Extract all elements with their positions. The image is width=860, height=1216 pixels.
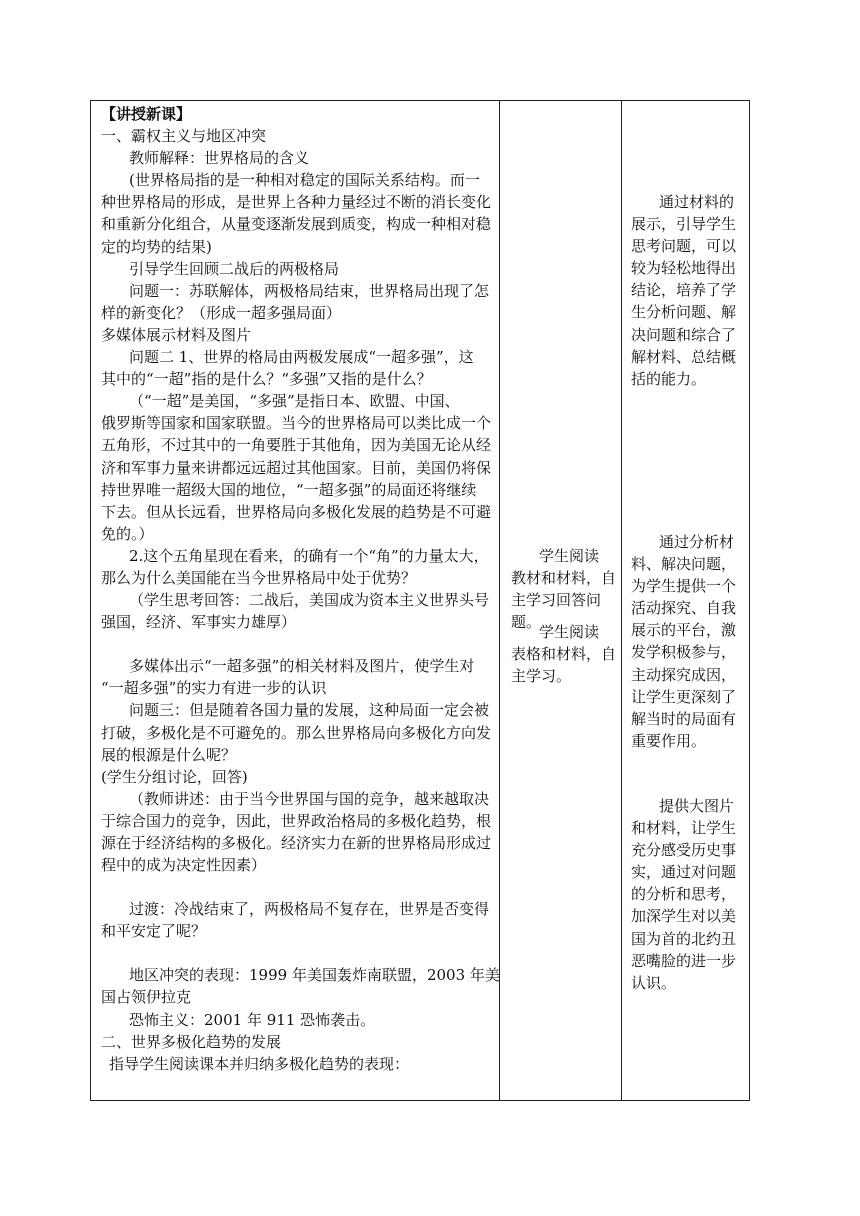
content-line: 问题三：但是随着各国力量的发展，这种局面一定会被 xyxy=(129,701,490,720)
design-intent-block xyxy=(631,191,743,390)
content-line: (世界格局指的是一种相对稳定的国际关系结构。而一 xyxy=(129,171,480,190)
intent-text-line: 加深学生对以美 xyxy=(631,907,737,926)
intent-text-line: 实，通过对问题 xyxy=(631,863,737,882)
content-line: 和平安定了呢？ xyxy=(101,922,207,941)
intent-text-line: 思考问题，可以 xyxy=(631,237,737,256)
intent-text-line: 决问题和综合了 xyxy=(631,325,737,344)
blank-line xyxy=(101,876,501,898)
content-line: 种世界格局的形成，是世界上各种力量经过不断的消长变化 xyxy=(101,193,492,212)
content-line: 程中的成为决定性因素） xyxy=(101,856,267,875)
content-line: 和重新分化组合，从量变逐渐发展到质变，构成一种相对稳 xyxy=(101,215,492,234)
intent-text-line: 活动探究、自我 xyxy=(631,599,737,618)
intent-text-line: 较为轻松地得出 xyxy=(631,259,737,278)
intent-text-line: 解当时的局面有 xyxy=(631,709,737,728)
section-heading: 【讲授新课】 xyxy=(101,105,192,123)
student-text-line: 表格和材料，自 xyxy=(511,645,617,664)
student-text-line: 教材和材料，自 xyxy=(511,569,617,588)
intent-text-line: 主动探究成因， xyxy=(631,665,737,684)
content-line: 问题二 1、世界的格局由两极发展成“一超多强”，这 xyxy=(129,348,474,367)
intent-text-line: 恶嘴脸的进一步 xyxy=(631,951,737,970)
content-line: （“一超”是美国，“多强”是指日本、欧盟、中国、 xyxy=(129,392,460,411)
content-line: 展的根源是什么呢？ xyxy=(101,745,237,764)
content-line: 过渡：冷战结束了，两极格局不复存在，世界是否变得 xyxy=(129,900,490,919)
content-line: 国占领伊拉克 xyxy=(101,988,192,1007)
content-line: 免的。） xyxy=(101,524,154,543)
intent-text-line: 认识。 xyxy=(631,973,677,992)
student-text-line: 主学习回答问 xyxy=(511,591,602,610)
intent-text-line: 料、解决问题， xyxy=(631,555,737,574)
design-intent-block xyxy=(631,531,743,752)
blank-line xyxy=(101,942,501,964)
content-line: 问题一：苏联解体，两极格局结束，世界格局出现了怎 xyxy=(129,281,490,300)
student-text-line: 题。 xyxy=(511,613,542,632)
content-line: “一超多强”的实力有进一步的认识 xyxy=(101,679,327,698)
intent-text-line: 解材料、总结概 xyxy=(631,347,737,366)
intent-text-line: 的分析和思考， xyxy=(631,885,737,904)
intent-text-line: 重要作用。 xyxy=(631,731,707,750)
content-line: 于综合国力的竞争，因此，世界政治格局的多极化趋势，根 xyxy=(101,811,492,830)
intent-text-line: 通过材料的 xyxy=(659,193,735,211)
intent-text-line: 让学生更深刻了 xyxy=(631,687,737,706)
content-line: 教师解释：世界格局的含义 xyxy=(129,149,310,168)
design-intent-block xyxy=(631,795,743,994)
content-line: 那么为什么美国能在当今世界格局中处于优势？ xyxy=(101,568,417,587)
teaching-content-column xyxy=(101,103,501,1075)
intent-text-line: 国为首的北约丑 xyxy=(631,929,737,948)
content-line: 济和军事力量来讲都远远超过其他国家。目前，美国仍将保 xyxy=(101,458,492,477)
intent-text-line: 充分感受历史事 xyxy=(631,841,737,860)
intent-text-line: 展示，引导学生 xyxy=(631,215,737,234)
content-line: 2.这个五角星现在看来，的确有一个“角”的力量太大， xyxy=(129,546,489,565)
content-line: （教师讲述：由于当今世界国与国的竞争，越来越取决 xyxy=(129,789,490,808)
content-line: 一、霸权主义与地区冲突 xyxy=(101,127,267,146)
content-line: 引导学生回顾二战后的两极格局 xyxy=(129,259,340,278)
intent-text-line: 和材料，让学生 xyxy=(631,819,737,838)
content-line: 持世界唯一超级大国的地位，“一超多强”的局面还将继续 xyxy=(101,480,477,499)
intent-text-line: 展示的平台，激 xyxy=(631,621,737,640)
intent-text-line: 为学生提供一个 xyxy=(631,577,737,596)
student-text-line: 学生阅读 xyxy=(539,547,600,565)
content-line: （学生思考回答：二战后，美国成为资本主义世界头号 xyxy=(129,591,490,610)
blank-line xyxy=(101,633,501,655)
content-line: 俄罗斯等国家和国家联盟。当今的世界格局可以类比成一个 xyxy=(101,414,492,433)
intent-text-line: 发学积极参与， xyxy=(631,643,737,662)
student-text-line: 主学习。 xyxy=(511,667,572,686)
content-line: 二、世界多极化趋势的发展 xyxy=(101,1032,282,1051)
content-line: 强国，经济、军事实力雄厚） xyxy=(101,613,297,632)
content-line: 下去。但从长远看，世界格局向多极化发展的趋势是不可避 xyxy=(101,502,492,521)
content-line: 恐怖主义：2001 年 911 恐怖袭击。 xyxy=(129,1010,376,1029)
content-line: 其中的“一超”指的是什么？“多强”又指的是什么？ xyxy=(101,370,432,389)
column-divider xyxy=(621,101,622,1100)
content-line: 打破，多极化是不可避免的。那么世界格局向多极化方向发 xyxy=(101,723,492,742)
content-line: 多媒体展示材料及图片 xyxy=(101,325,252,344)
content-line: 样的新变化？（形成一超多强局面） xyxy=(101,303,342,322)
content-line: 多媒体出示“一超多强”的相关材料及图片，使学生对 xyxy=(129,657,475,676)
intent-text-line: 生分析问题、解 xyxy=(631,303,737,322)
intent-text-line: 括的能力。 xyxy=(631,369,707,388)
student-activity-block xyxy=(511,621,617,687)
content-line: 定的均势的结果) xyxy=(101,237,212,256)
intent-text-line: 通过分析材 xyxy=(659,533,735,551)
intent-text-line: 提供大图片 xyxy=(659,797,735,815)
lesson-plan-table xyxy=(90,100,750,1101)
intent-text-line: 结论，培养了学 xyxy=(631,281,737,300)
content-line: 五角形，不过其中的一角要胜于其他角，因为美国无论从经 xyxy=(101,436,492,455)
content-line: 指导学生阅读课本并归纳多极化趋势的表现： xyxy=(109,1054,410,1073)
content-line: (学生分组讨论，回答) xyxy=(101,767,248,786)
content-line: 源在于经济结构的多极化。经济实力在新的世界格局形成过 xyxy=(101,834,492,852)
student-text-line: 学生阅读 xyxy=(539,623,600,641)
content-line: 地区冲突的表现：1999 年美国轰炸南联盟，2003 年美 xyxy=(129,966,500,985)
